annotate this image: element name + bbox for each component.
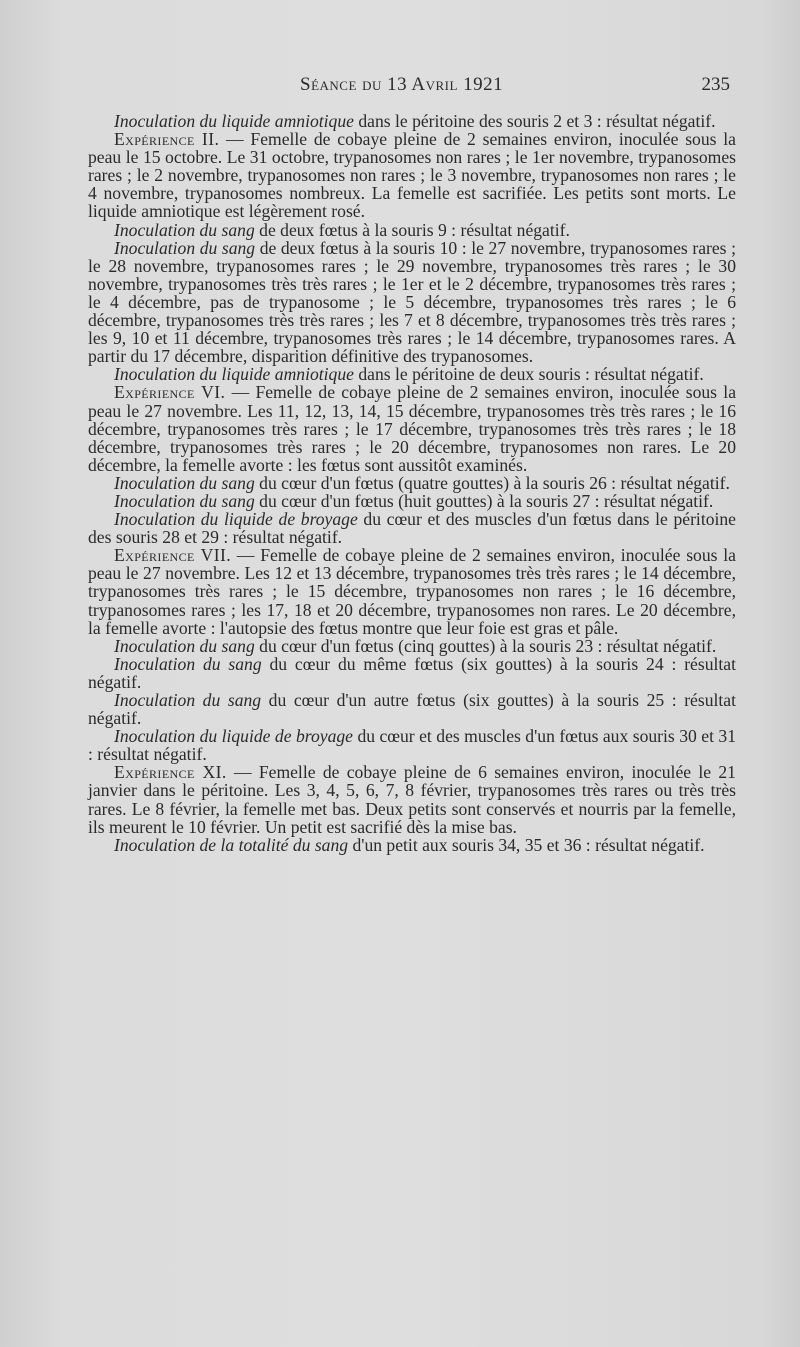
paragraph-text: — Femelle de cobaye pleine de 2 semaines environ, inoculée sous la peau le 27 novembre. Les 12 et 13 décembre, trypanosomes très très rares ; le 14 décembre, trypanosomes très rares ; le 15 décembre, trypanosomes non rares ; le 16 décembre, trypanosomes rares ; les 17, 18 et 20 décembre, trypanosomes non rares. Le 20 décembre, la femelle avorte : l'autopsie des fœtus montre que leur foie est gras et pâle.	[88, 545, 736, 638]
inoculation-paragraph	[88, 510, 736, 546]
experiment-label: Expérience II.	[114, 129, 220, 150]
inoculation-paragraph	[88, 727, 736, 763]
experiment-label: Expérience XI.	[114, 762, 227, 783]
paragraph-text: du cœur et des muscles d'un fœtus dans le péritoine des souris 28 et 29 : résultat négatif.	[88, 509, 736, 548]
inoculation-paragraph	[88, 492, 736, 510]
experiment-paragraph	[88, 546, 736, 636]
paragraph-text: d'un petit aux souris 34, 35 et 36 : résultat négatif.	[348, 834, 705, 855]
page-number: 235	[701, 74, 730, 95]
inoculation-label: Inoculation du sang	[114, 472, 255, 493]
inoculation-paragraph	[88, 239, 736, 366]
experiment-paragraph	[88, 763, 736, 835]
inoculation-label: Inoculation du sang	[114, 653, 262, 674]
inoculation-paragraph	[88, 836, 736, 854]
paragraph-text: du cœur du même fœtus (six gouttes) à la souris 24 : résultat négatif.	[88, 653, 736, 692]
paragraph-text: — Femelle de cobaye pleine de 6 semaines environ, inoculée le 21 janvier dans le péritoine. Les 3, 4, 5, 6, 7, 8 février, trypanosomes très rares ou très très rares. Le 8 février, la femelle met bas. Deux petits sont conservés et nourris par la femelle, ils meurent le 10 février. Un petit est sacrifié dès la mise bas.	[88, 762, 736, 837]
inoculation-label: Inoculation du liquide de broyage	[114, 509, 358, 530]
experiment-paragraph	[88, 383, 736, 473]
paragraph-text: de deux fœtus à la souris 9 : résultat négatif.	[254, 219, 570, 240]
inoculation-label: Inoculation de la totalité du sang	[114, 834, 349, 855]
paragraph-text: du cœur d'un fœtus (cinq gouttes) à la souris 23 : résultat négatif.	[254, 635, 717, 656]
paragraph-text: — Femelle de cobaye pleine de 2 semaines environ, inoculée sous la peau le 27 novembre. Les 11, 12, 13, 14, 15 décembre, trypanosomes très très rares ; le 16 décembre, trypanosomes très rares ; le 17 décembre, trypanosomes très très rares ; le 18 décembre, trypanosomes très rares ; le 20 décembre, trypanosomes non rares. Le 20 décembre, la femelle avorte : les fœtus sont aussitôt examinés.	[88, 382, 736, 475]
experiment-label: Expérience VII.	[114, 545, 232, 566]
inoculation-label: Inoculation du liquide amniotique	[114, 111, 354, 131]
inoculation-label: Inoculation du sang	[114, 635, 255, 656]
inoculation-label: Inoculation du sang	[114, 690, 262, 710]
body-text	[88, 112, 736, 854]
inoculation-paragraph	[88, 112, 736, 130]
inoculation-label: Inoculation du liquide de broyage	[114, 726, 353, 747]
experiment-label: Expérience VI.	[114, 382, 226, 403]
paragraph-text: du cœur d'un fœtus (quatre gouttes) à la souris 26 : résultat négatif.	[254, 472, 730, 493]
paragraph-text: dans le péritoine de deux souris : résultat négatif.	[353, 364, 704, 385]
inoculation-paragraph	[88, 655, 736, 691]
inoculation-paragraph	[88, 365, 736, 383]
inoculation-paragraph	[88, 637, 736, 655]
inoculation-label: Inoculation du liquide amniotique	[114, 364, 354, 385]
paragraph-text: du cœur et des muscles d'un fœtus aux souris 30 et 31 : résultat négatif.	[88, 726, 736, 765]
running-header	[88, 74, 736, 102]
paragraph-text: de deux fœtus à la souris 10 : le 27 novembre, trypanosomes rares ; le 28 novembre, trypanosomes rares ; le 29 novembre, trypanosomes très rares ; le 30 novembre, trypanosomes très très rares ; le 1er et le 2 décembre, trypanosomes très rares ; le 4 décembre, pas de trypanosome ; le 5 décembre, trypanosomes très rares ; le 6 décembre, trypanosomes très très rares ; les 7 et 8 décembre, trypanosomes très très rares ; les 9, 10 et 11 décembre, trypanosomes très rares ; le 14 décembre, trypanosomes rares. A partir du 17 décembre, disparition définitive des trypanosomes.	[88, 237, 736, 367]
inoculation-label: Inoculation du sang	[114, 219, 255, 240]
inoculation-paragraph	[88, 221, 736, 239]
inoculation-paragraph	[88, 691, 736, 727]
paragraph-text: du cœur d'un fœtus (huit gouttes) à la souris 27 : résultat négatif.	[254, 490, 714, 511]
experiment-paragraph	[88, 130, 736, 220]
inoculation-paragraph	[88, 474, 736, 492]
paragraph-text: — Femelle de cobaye pleine de 2 semaines environ, inoculée sous la peau le 15 octobre. Le 31 octobre, trypanosomes non rares ; le 1er novembre, trypanosomes rares ; le 2 novembre, trypanosomes non rares ; le 3 novembre, trypanosomes non rares ; le 4 novembre, trypanosomes nombreux. La femelle est sacrifiée. Les petits sont morts. Le liquide amniotique est légèrement rosé.	[88, 129, 736, 222]
paragraph-text: du cœur d'un autre fœtus (six gouttes) à la souris 25 : résultat négatif.	[88, 690, 736, 729]
inoculation-label: Inoculation du sang	[114, 490, 255, 511]
inoculation-label: Inoculation du sang	[114, 237, 256, 258]
running-title: Séance du 13 Avril 1921	[300, 74, 504, 95]
paragraph-text: dans le péritoine des souris 2 et 3 : résultat négatif.	[353, 111, 716, 131]
